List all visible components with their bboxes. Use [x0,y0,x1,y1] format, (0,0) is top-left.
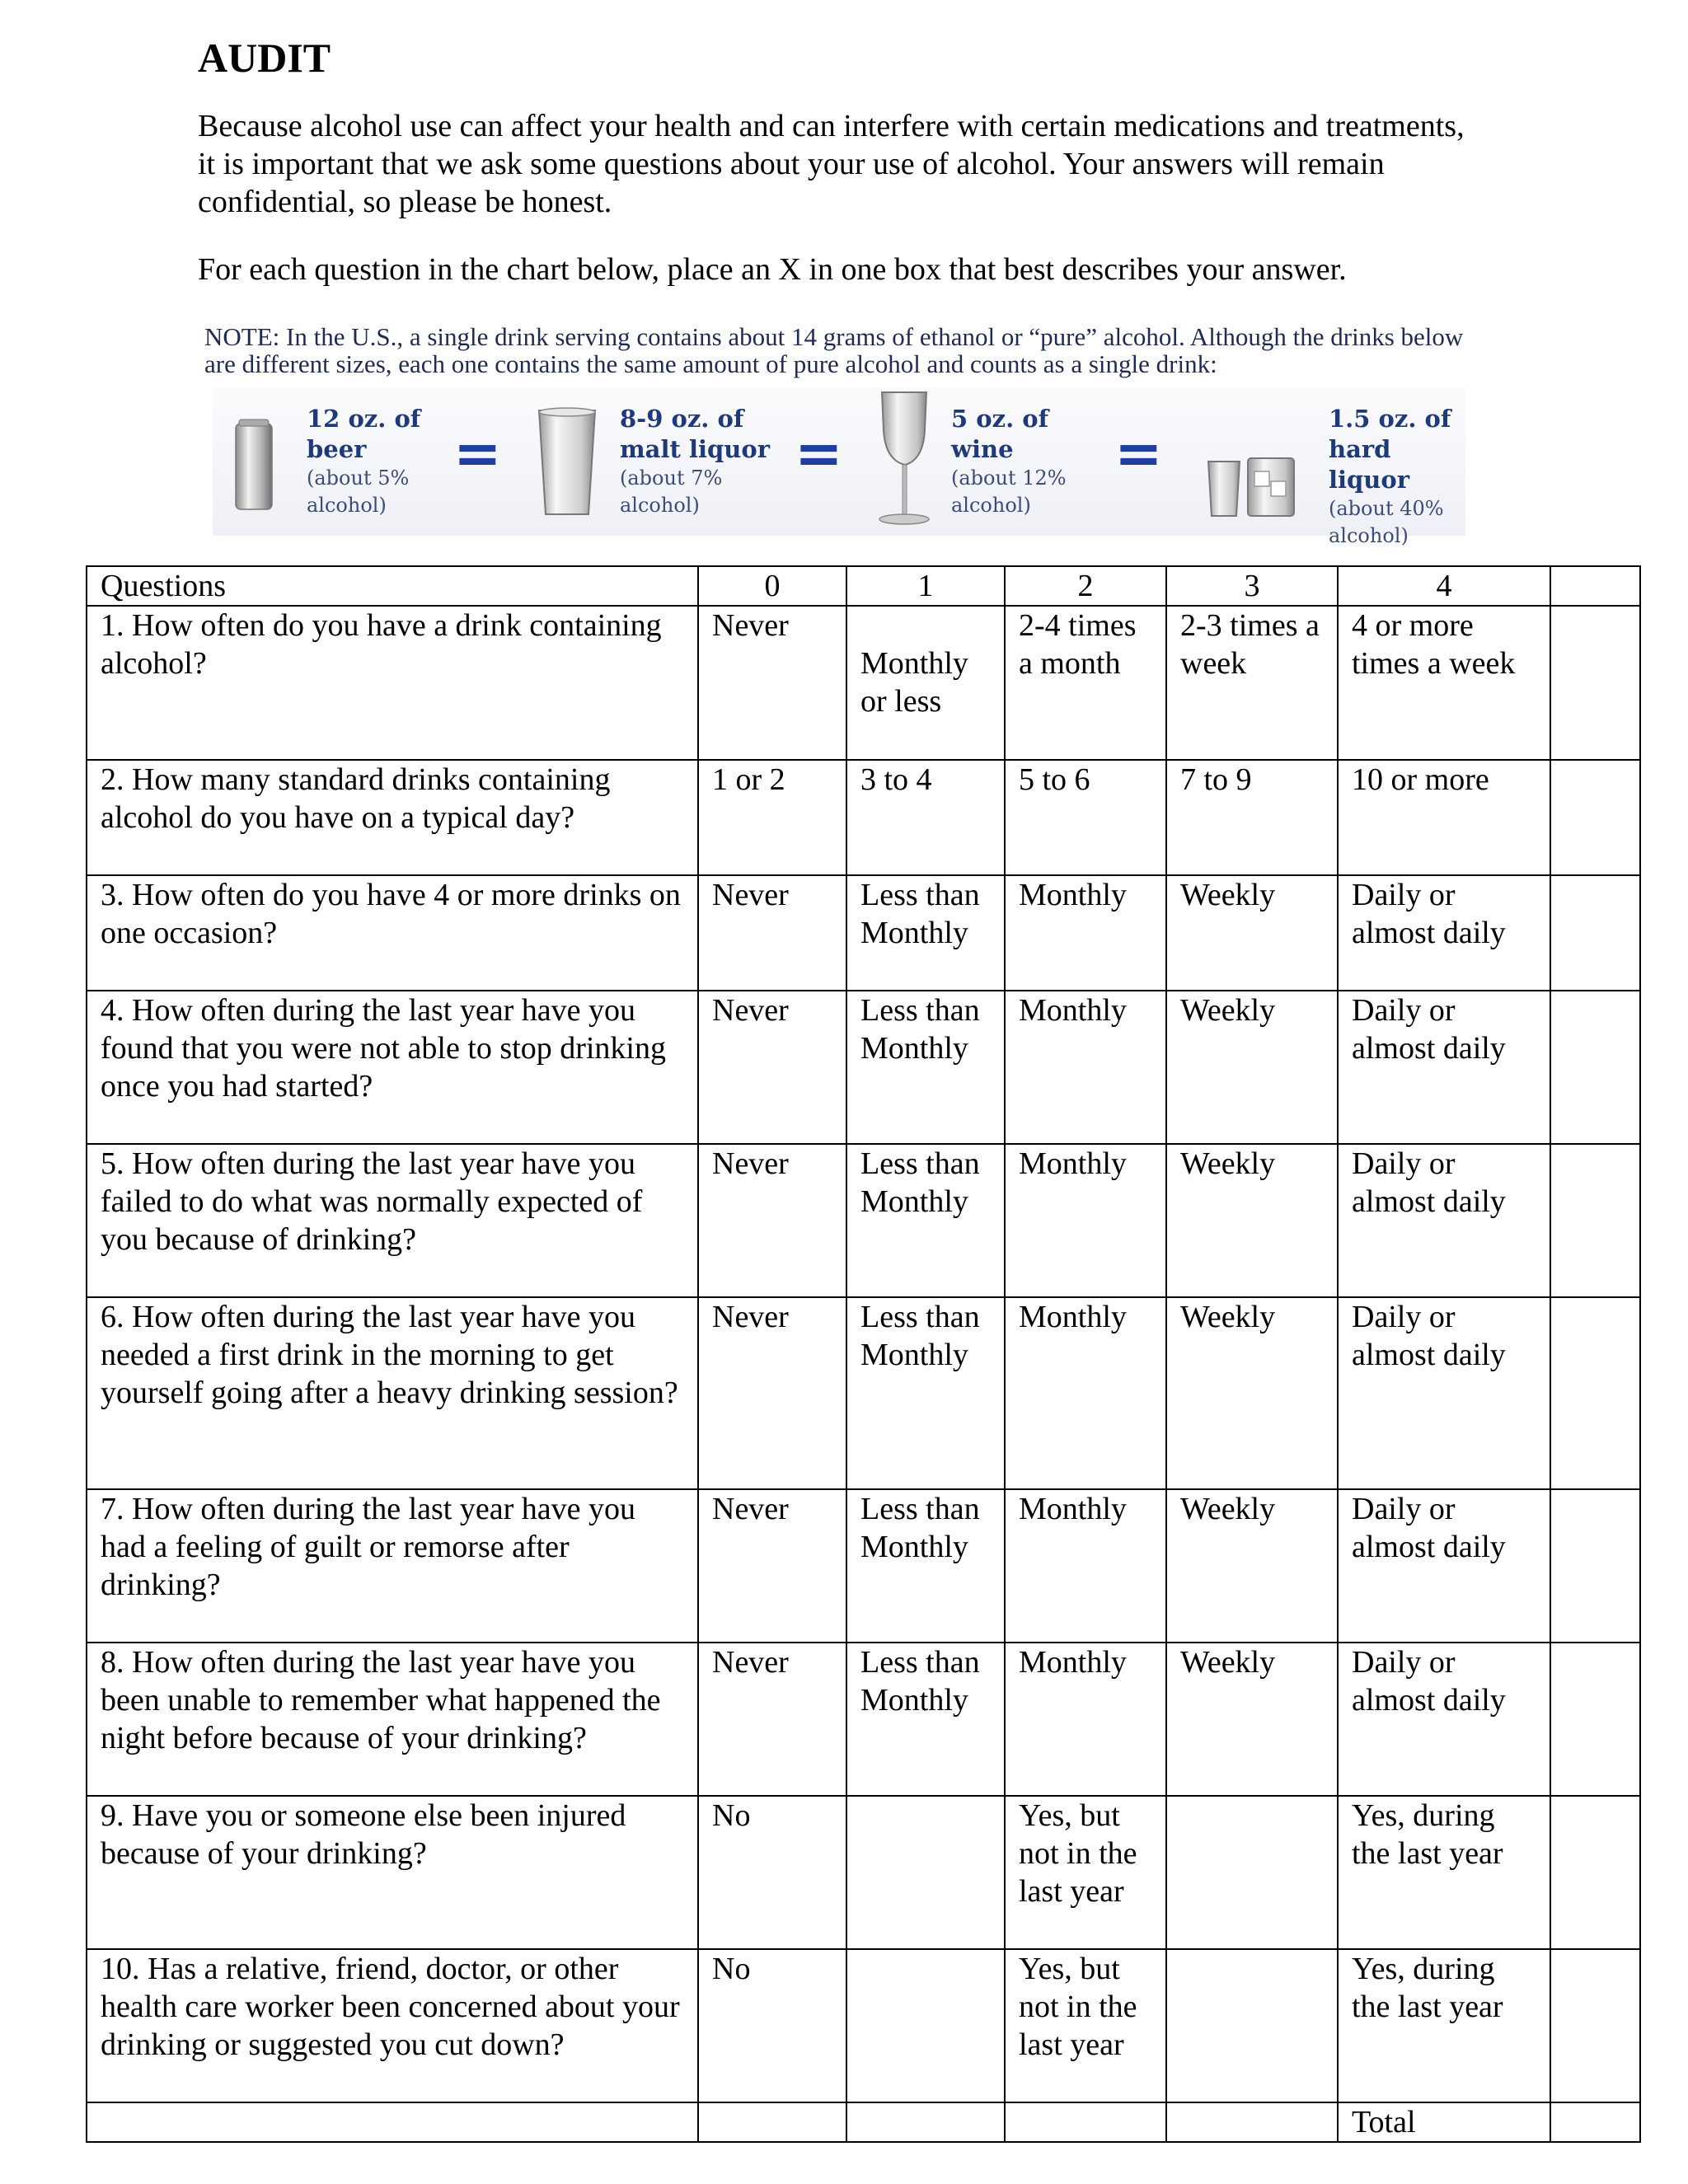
answer-option-0[interactable]: Never [698,991,846,1144]
answer-option-0[interactable]: No [698,1949,846,2102]
equals-sign: = [1114,419,1163,487]
answer-option-4[interactable]: Yes, during the last year [1338,1949,1550,2102]
answer-option-4[interactable]: 4 or more times a week [1338,606,1550,760]
malt-liquor-type: malt liquor [620,435,771,463]
answer-option-2[interactable]: Monthly [1005,1489,1166,1643]
wine-abv: (about 12% [951,466,1067,490]
total-row [87,2102,1640,2142]
total-score-box[interactable] [1550,2102,1640,2142]
table-row [87,991,1640,1144]
wine-amount: 5 oz. of [951,405,1049,433]
answer-option-1[interactable] [846,606,1005,760]
question-cell: 4. How often during the last year have you found that you were not able to stop drinking once you had started? [87,991,698,1144]
intro-paragraph: Because alcohol use can affect your health and can interfere with certain medications and treatments, it is important that we ask some questions about your use of alcohol. Your answers will remain confidential, so please be honest. [198,109,1465,219]
total-row-blank [846,2102,1005,2142]
score-box[interactable] [1550,875,1640,991]
score-box-header [1550,566,1640,606]
header-score-2: 2 [1005,566,1166,606]
total-row-blank [1166,2102,1338,2142]
answer-option-4[interactable]: Daily or almost daily [1338,1144,1550,1297]
answer-option-3[interactable]: Weekly [1166,991,1338,1144]
answer-option-4[interactable]: Daily or almost daily [1338,1297,1550,1489]
header-questions: Questions [87,566,698,606]
answer-option-3[interactable]: Weekly [1166,1489,1338,1643]
answer-option-1[interactable]: Less than Monthly [846,875,1005,991]
audit-questionnaire-table [86,565,1641,2143]
beer-amount: 12 oz. of [307,405,421,433]
answer-option-0[interactable]: Never [698,1489,846,1643]
answer-option-2[interactable]: 5 to 6 [1005,760,1166,875]
equals-sign: = [453,419,502,487]
hard-liquor-abv-unit: alcohol) [1329,524,1409,547]
answer-option-3[interactable]: Weekly [1166,1144,1338,1297]
table-row [87,1949,1640,2102]
answer-option-3[interactable] [1166,1796,1338,1949]
hard-liquor-abv: (about 40% [1329,497,1444,520]
hard-liquor-type: hard liquor [1329,435,1410,494]
table-row [87,1796,1640,1949]
beer-can-icon [234,419,274,511]
malt-liquor-abv: (about 7% [620,466,723,490]
answer-option-4[interactable]: Daily or almost daily [1338,875,1550,991]
beer-abv: (about 5% [307,466,410,490]
answer-option-0[interactable]: Never [698,875,846,991]
table-row [87,606,1640,760]
question-cell: 5. How often during the last year have you failed to do what was normally expected of you because of drinking? [87,1144,698,1297]
wine-glass-icon [875,389,933,527]
answer-option-4[interactable]: Daily or almost daily [1338,991,1550,1144]
answer-option-1[interactable]: Less than Monthly [846,1144,1005,1297]
table-row [87,760,1640,875]
wine-abv-unit: alcohol) [951,494,1031,517]
pint-glass-icon [536,407,598,518]
hard-liquor-label [1329,404,1465,550]
table-row [87,1489,1640,1643]
answer-option-1[interactable] [846,1949,1005,2102]
wine-label [951,404,1067,519]
answer-option-4[interactable]: 10 or more [1338,760,1550,875]
score-box[interactable] [1550,606,1640,760]
instruction-paragraph: For each question in the chart below, place an X in one box that best describes your answer. [198,252,1347,287]
score-box[interactable] [1550,1297,1640,1489]
beer-type: beer [307,435,367,463]
question-cell: 1. How often do you have a drink containing alcohol? [87,606,698,760]
score-box[interactable] [1550,1144,1640,1297]
question-cell: 10. Has a relative, friend, doctor, or other health care worker been concerned about your drinking or suggested you cut down? [87,1949,698,2102]
total-row-blank [698,2102,846,2142]
answer-option-3[interactable]: Weekly [1166,875,1338,991]
standard-drinks-panel [213,387,1465,547]
malt-liquor-abv-unit: alcohol) [620,494,700,517]
answer-option-2[interactable]: Monthly [1005,1297,1166,1489]
question-cell: 9. Have you or someone else been injured because of your drinking? [87,1796,698,1949]
header-score-0: 0 [698,566,846,606]
answer-option-1[interactable]: Less than Monthly [846,991,1005,1144]
page-title: AUDIT [198,35,331,81]
score-box[interactable] [1550,991,1640,1144]
malt-liquor-label [620,404,770,519]
answer-option-0[interactable]: Never [698,1144,846,1297]
answer-option-3[interactable]: 7 to 9 [1166,760,1338,875]
answer-option-3[interactable]: 2-3 times a week [1166,606,1338,760]
answer-option-1[interactable] [846,1796,1005,1949]
question-cell: 7. How often during the last year have you had a feeling of guilt or remorse after drinking? [87,1489,698,1643]
answer-option-0[interactable]: Never [698,1643,846,1796]
answer-option-1[interactable]: Less than Monthly [846,1643,1005,1796]
table-header-row [87,566,1640,606]
answer-option-2[interactable]: Monthly [1005,1643,1166,1796]
table-row [87,875,1640,991]
table-row [87,1297,1640,1489]
answer-text: Monthly or less [860,646,968,719]
score-box[interactable] [1550,1643,1640,1796]
answer-option-2[interactable]: Monthly [1005,1144,1166,1297]
table-row [87,1643,1640,1796]
total-row-blank [1005,2102,1166,2142]
question-cell: 8. How often during the last year have you been unable to remember what happened the night before because of your drinking? [87,1643,698,1796]
answer-option-3[interactable]: Weekly [1166,1643,1338,1796]
beer-abv-unit: alcohol) [307,494,387,517]
table-row [87,1144,1640,1297]
header-score-4: 4 [1338,566,1550,606]
score-box[interactable] [1550,1796,1640,1949]
answer-option-1[interactable]: 3 to 4 [846,760,1005,875]
answer-option-2[interactable]: 2-4 times a month [1005,606,1166,760]
answer-option-3[interactable] [1166,1949,1338,2102]
answer-option-0[interactable]: 1 or 2 [698,760,846,875]
total-label: Total [1338,2102,1550,2142]
answer-option-4[interactable]: Daily or almost daily [1338,1643,1550,1796]
answer-option-2[interactable]: Monthly [1005,991,1166,1144]
header-score-3: 3 [1166,566,1338,606]
answer-option-4[interactable]: Daily or almost daily [1338,1489,1550,1643]
answer-option-1[interactable]: Less than Monthly [846,1297,1005,1489]
answer-option-0[interactable]: No [698,1796,846,1949]
answer-option-2[interactable]: Yes, but not in the last year [1005,1949,1166,2102]
score-box[interactable] [1550,1489,1640,1643]
answer-option-2[interactable]: Yes, but not in the last year [1005,1796,1166,1949]
total-row-blank [87,2102,698,2142]
header-score-1: 1 [846,566,1005,606]
shot-glass-icon [1207,455,1297,521]
question-cell: 2. How many standard drinks containing alcohol do you have on a typical day? [87,760,698,875]
beer-label [307,404,420,519]
score-box[interactable] [1550,760,1640,875]
equals-sign: = [795,419,843,487]
hard-liquor-amount: 1.5 oz. of [1329,405,1451,433]
answer-option-1[interactable]: Less than Monthly [846,1489,1005,1643]
answer-option-0[interactable]: Never [698,1297,846,1489]
answer-option-3[interactable]: Weekly [1166,1297,1338,1489]
answer-option-2[interactable]: Monthly [1005,875,1166,991]
wine-type: wine [951,435,1014,463]
malt-liquor-amount: 8-9 oz. of [620,405,744,433]
score-box[interactable] [1550,1949,1640,2102]
question-cell: 6. How often during the last year have you needed a first drink in the morning to get yourself going after a heavy drinking session? [87,1297,698,1489]
drink-note: NOTE: In the U.S., a single drink serving contains about 14 grams of ethanol or “pure” alcohol. Although the drinks below are different sizes, each one contains the same amount of pure alcohol and counts as a single drink: [204,322,1464,378]
answer-option-0[interactable]: Never [698,606,846,760]
answer-option-4[interactable]: Yes, during the last year [1338,1796,1550,1949]
question-cell: 3. How often do you have 4 or more drinks on one occasion? [87,875,698,991]
